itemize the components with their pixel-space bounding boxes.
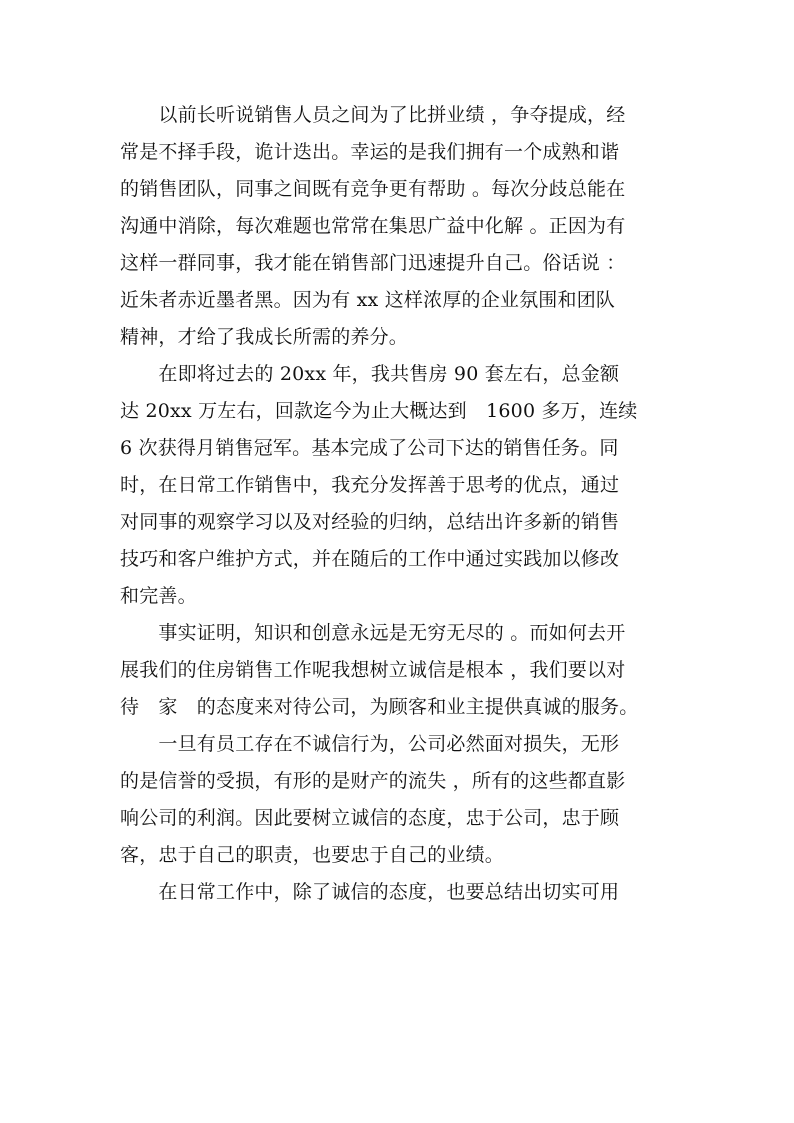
text-line: 6 次获得月销售冠军。基本完成了公司下达的销售任务。同 bbox=[120, 437, 619, 459]
text-line: 在日常工作中，除了诚信的态度，也要总结出切实可用 bbox=[120, 881, 620, 903]
text-line: 响公司的利润。因此要树立诚信的态度，忠于公司，忠于顾 bbox=[120, 807, 620, 829]
text-line: 展我们的住房销售工作呢我想树立诚信是根本 ，我们要以对 bbox=[120, 659, 626, 681]
text-line: 精神，才给了我成长所需的养分。 bbox=[120, 326, 409, 348]
text-line: 事实证明，知识和创意永远是无穷无尽的 。而如何去开 bbox=[120, 622, 626, 644]
text-line: 对同事的观察学习以及对经验的归纳，总结出许多新的销售 bbox=[120, 511, 620, 533]
text-line: 达 20xx 万左右，回款迄今为止大概达到 1600 多万，连续 bbox=[120, 400, 638, 422]
text-line: 一旦有员工存在不诚信行为，公司必然面对损失，无形 bbox=[120, 733, 620, 755]
text-line: 在即将过去的 20xx 年，我共售房 90 套左右，总金额 bbox=[120, 363, 620, 385]
body-text bbox=[120, 97, 680, 911]
text-line: 近朱者赤近墨者黑。因为有 xx 这样浓厚的企业氛围和团队 bbox=[120, 289, 616, 311]
text-line: 时，在日常工作销售中，我充分发挥善于思考的优点，通过 bbox=[120, 474, 620, 496]
text-line: 的销售团队，同事之间既有竞争更有帮助 。每次分歧总能在 bbox=[120, 178, 626, 200]
text-line: 沟通中消除，每次难题也常常在集思广益中化解 。正因为有 bbox=[120, 215, 626, 237]
text-line: 技巧和客户维护方式，并在随后的工作中通过实践加以修改 bbox=[120, 548, 620, 570]
text-line: 的是信誉的受损，有形的是财产的流失 ，所有的这些都直影 bbox=[120, 770, 626, 792]
text-line: 常是不择手段，诡计迭出。幸运的是我们拥有一个成熟和谐 bbox=[120, 141, 620, 163]
text-line: 和完善。 bbox=[120, 585, 197, 607]
text-line: 客，忠于自己的职责，也要忠于自己的业绩。 bbox=[120, 844, 505, 866]
text-line: 待 家 的态度来对待公司，为顾客和业主提供真诚的服务。 bbox=[120, 696, 639, 718]
text-line: 这样一群同事，我才能在销售部门迅速提升自己。俗话说 ： bbox=[120, 252, 626, 274]
text-line: 以前长听说销售人员之间为了比拼业绩 ，争夺提成，经 bbox=[120, 104, 626, 126]
